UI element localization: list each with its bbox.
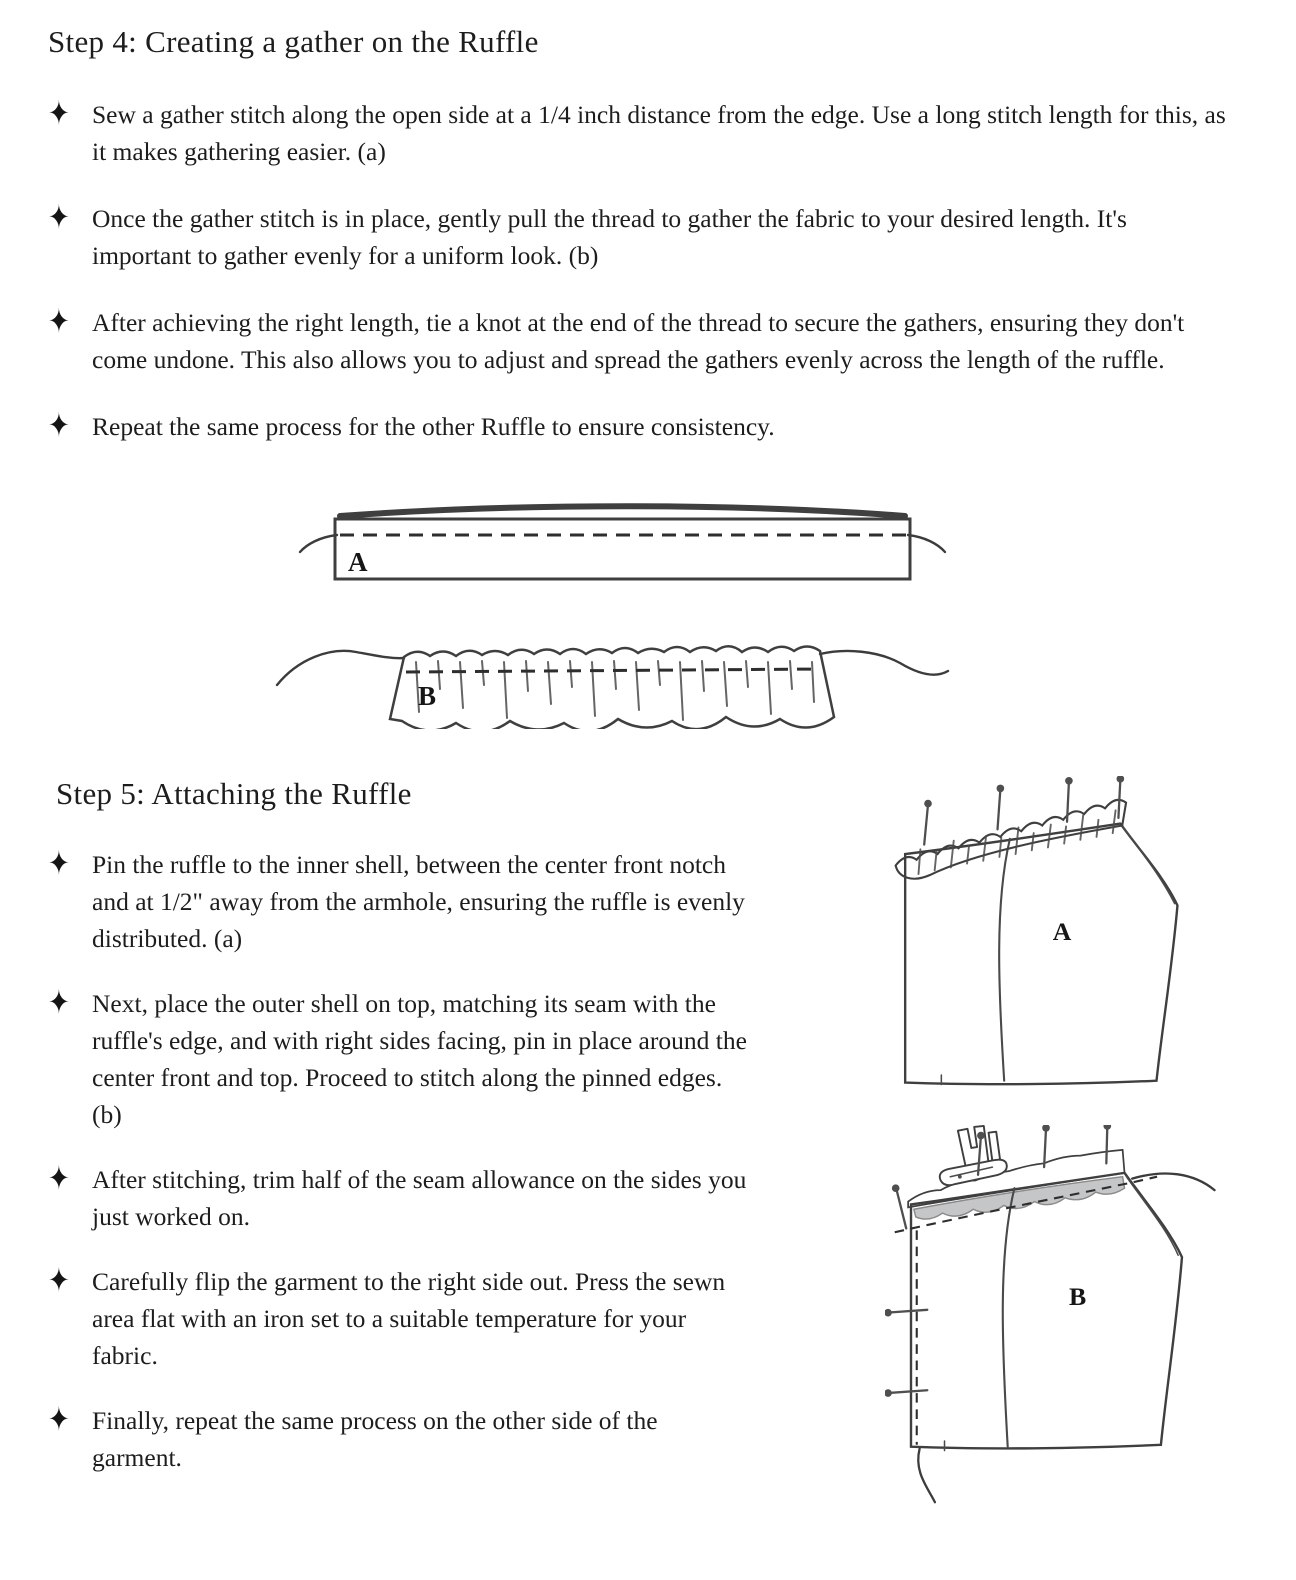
bullet-text: After achieving the right length, tie a knot at the end of the thread to secure the gathers, ensuring they don't come undone. This also allows you to adjust and spread the gathers evenly across the length of the ruffle. (92, 308, 1185, 374)
figure-label: A (348, 547, 368, 577)
pins (924, 776, 1124, 845)
stitched-shell-figure (885, 1125, 1230, 1513)
bullet-item (48, 846, 762, 957)
gather-thread-left (277, 651, 404, 685)
thread-tail-top (1132, 1173, 1214, 1190)
bullet-text: Sew a gather stitch along the open side at a 1/4 inch distance from the edge. Use a long stitch length for this, as it makes gathering easier. (a) (92, 100, 1226, 166)
step5-section (48, 776, 1248, 1513)
gather-figure (48, 489, 1248, 734)
bullet-text: After stitching, trim half of the seam allowance on the sides you just worked on. (92, 1165, 747, 1231)
center-front-seam (1003, 1188, 1015, 1447)
figure-label: B (1068, 1282, 1087, 1312)
gather-stitch-line-b (406, 669, 820, 672)
bullet-text: Once the gather stitch is in place, gently pull the thread to gather the fabric to your desired length. It's important to gather evenly for a uniform look. (b) (92, 204, 1127, 270)
thread-tail-left (300, 535, 337, 552)
star-bullet-icon: ✦ (48, 1401, 70, 1440)
center-front-seam (999, 839, 1010, 1081)
bullet-item (48, 408, 1248, 445)
bullet-item (48, 1263, 762, 1374)
step4-heading: Step 4: Creating a gather on the Ruffle (48, 24, 539, 59)
star-bullet-icon: ✦ (48, 1160, 70, 1199)
bullet-item (48, 985, 762, 1133)
bullet-item (48, 1161, 762, 1235)
strip-top-fold-line (340, 506, 905, 516)
star-bullet-icon: ✦ (48, 1262, 70, 1301)
star-bullet-icon: ✦ (48, 199, 70, 238)
star-bullet-icon: ✦ (48, 407, 70, 446)
inner-shell-piece (905, 824, 1177, 1085)
step5-figure-column (762, 776, 1248, 1513)
gathered-ruffle (390, 646, 834, 729)
star-bullet-icon: ✦ (48, 95, 70, 134)
bullet-item (48, 200, 1248, 274)
bullet-text: Carefully flip the garment to the right side out. Press the sewn area flat with an iron set to a suitable temperature for your fabric. (92, 1267, 726, 1370)
armhole-edge-line (1126, 1177, 1178, 1256)
step5-text-column (48, 776, 762, 1513)
bullet-item (48, 96, 1248, 170)
bullet-text: Finally, repeat the same process on the other side of the garment. (92, 1406, 658, 1472)
stitched-shell-illustration (885, 1125, 1230, 1508)
step4-section (48, 24, 1248, 734)
figure-label: B (418, 681, 437, 711)
ruffle-strip (335, 519, 910, 579)
bullet-text: Next, place the outer shell on top, matching its seam with the ruffle's edge, and with right sides facing, pin in place around the center front and top. Proceed to stitch along the pinned edges. (b) (92, 989, 747, 1129)
figure-label: A (1052, 916, 1072, 946)
ruffle-strip-illustration (48, 489, 1248, 729)
pinned-ruffle-figure (885, 776, 1230, 1099)
gather-thread-right (820, 651, 948, 675)
step5-bullet-list (48, 846, 762, 1476)
ruffle-band-folds (918, 810, 1115, 874)
star-bullet-icon: ✦ (48, 984, 70, 1023)
star-bullet-icon: ✦ (48, 303, 70, 342)
bullet-text: Pin the ruffle to the inner shell, between the center front notch and at 1/2" away from the armhole, ensuring the ruffle is evenly distributed. (a) (92, 850, 745, 953)
bullet-text: Repeat the same process for the other Ruffle to ensure consistency. (92, 412, 775, 441)
step4-bullet-list (48, 96, 1248, 445)
thread-tail-bottom (918, 1449, 935, 1503)
bullet-item (48, 304, 1248, 378)
bullet-item (48, 1402, 762, 1476)
star-bullet-icon: ✦ (48, 845, 70, 884)
presser-foot-icon (940, 1126, 1007, 1185)
armhole-edge-line (1123, 827, 1174, 903)
thread-tail-right (908, 535, 945, 552)
pinned-shell-illustration (885, 776, 1230, 1094)
step5-heading: Step 5: Attaching the Ruffle (56, 776, 412, 811)
